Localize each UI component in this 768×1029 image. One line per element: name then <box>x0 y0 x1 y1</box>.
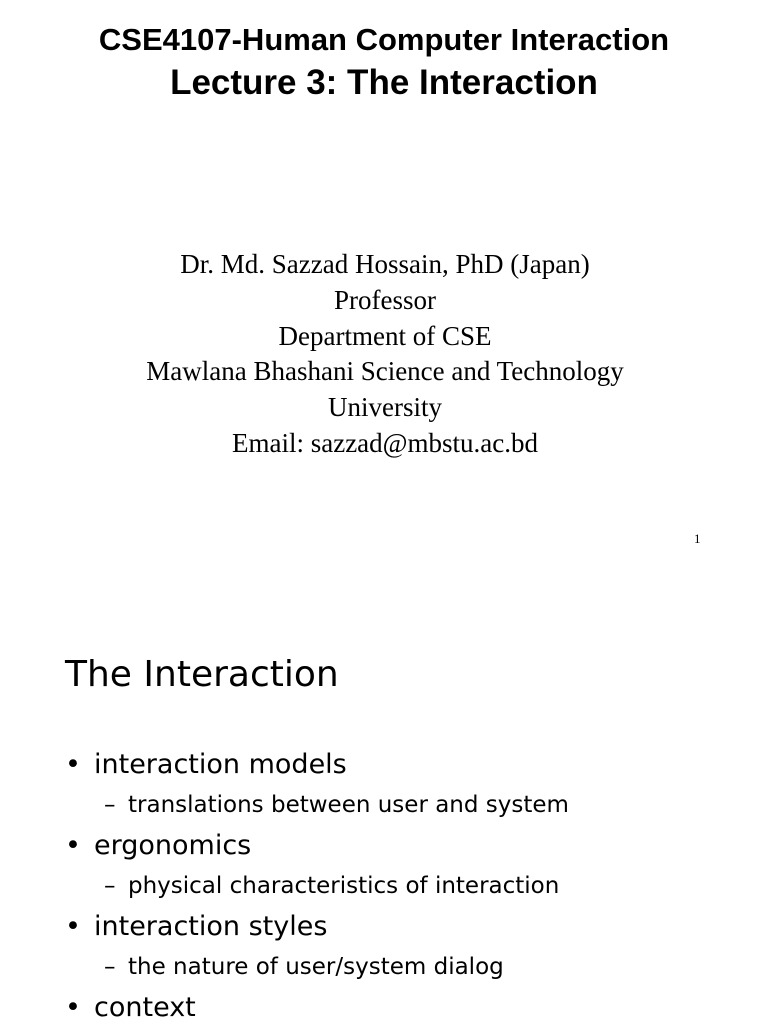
slide-title: The Interaction <box>65 654 339 695</box>
bullet-label: interaction models <box>94 749 347 780</box>
sub-bullet-dash: – <box>104 873 116 899</box>
bullet-label: context <box>94 992 196 1023</box>
bullet-item <box>65 825 745 867</box>
bullet-label: interaction styles <box>94 911 328 942</box>
sub-bullet-dash: – <box>104 792 116 818</box>
sub-bullet-item <box>65 948 745 987</box>
sub-bullet-label: physical characteristics of interaction <box>128 873 560 899</box>
author-name: Dr. Md. Sazzad Hossain, PhD (Japan) <box>180 249 590 279</box>
course-title: CSE4107-Human Computer Interaction <box>98 22 670 57</box>
bullet-dot: • <box>65 992 81 1023</box>
bullet-dot: • <box>65 749 81 780</box>
bullet-dot: • <box>65 911 81 942</box>
sub-bullet-item <box>65 867 745 906</box>
author-university: Mawlana Bhashani Science and Technology University <box>146 356 624 423</box>
sub-bullet-label: the nature of user/system dialog <box>128 954 504 980</box>
bullet-item <box>65 744 745 786</box>
sub-bullet-label: translations between user and system <box>128 792 569 818</box>
lecture-title: Lecture 3: The Interaction <box>170 63 598 102</box>
page-number: 1 <box>694 531 701 546</box>
author-email: Email: sazzad@mbstu.ac.bd <box>231 427 539 458</box>
author-department: Department of CSE <box>278 320 492 351</box>
bullet-item <box>65 906 745 948</box>
content-slide <box>0 580 768 1024</box>
author-position: Professor <box>334 284 436 315</box>
author-block <box>110 247 660 462</box>
bullet-list <box>65 744 745 1029</box>
bullet-item <box>65 987 745 1029</box>
bullet-label: ergonomics <box>94 830 252 861</box>
sub-bullet-item <box>65 786 745 825</box>
sub-bullet-dash: – <box>104 954 116 980</box>
bullet-dot: • <box>65 830 81 861</box>
